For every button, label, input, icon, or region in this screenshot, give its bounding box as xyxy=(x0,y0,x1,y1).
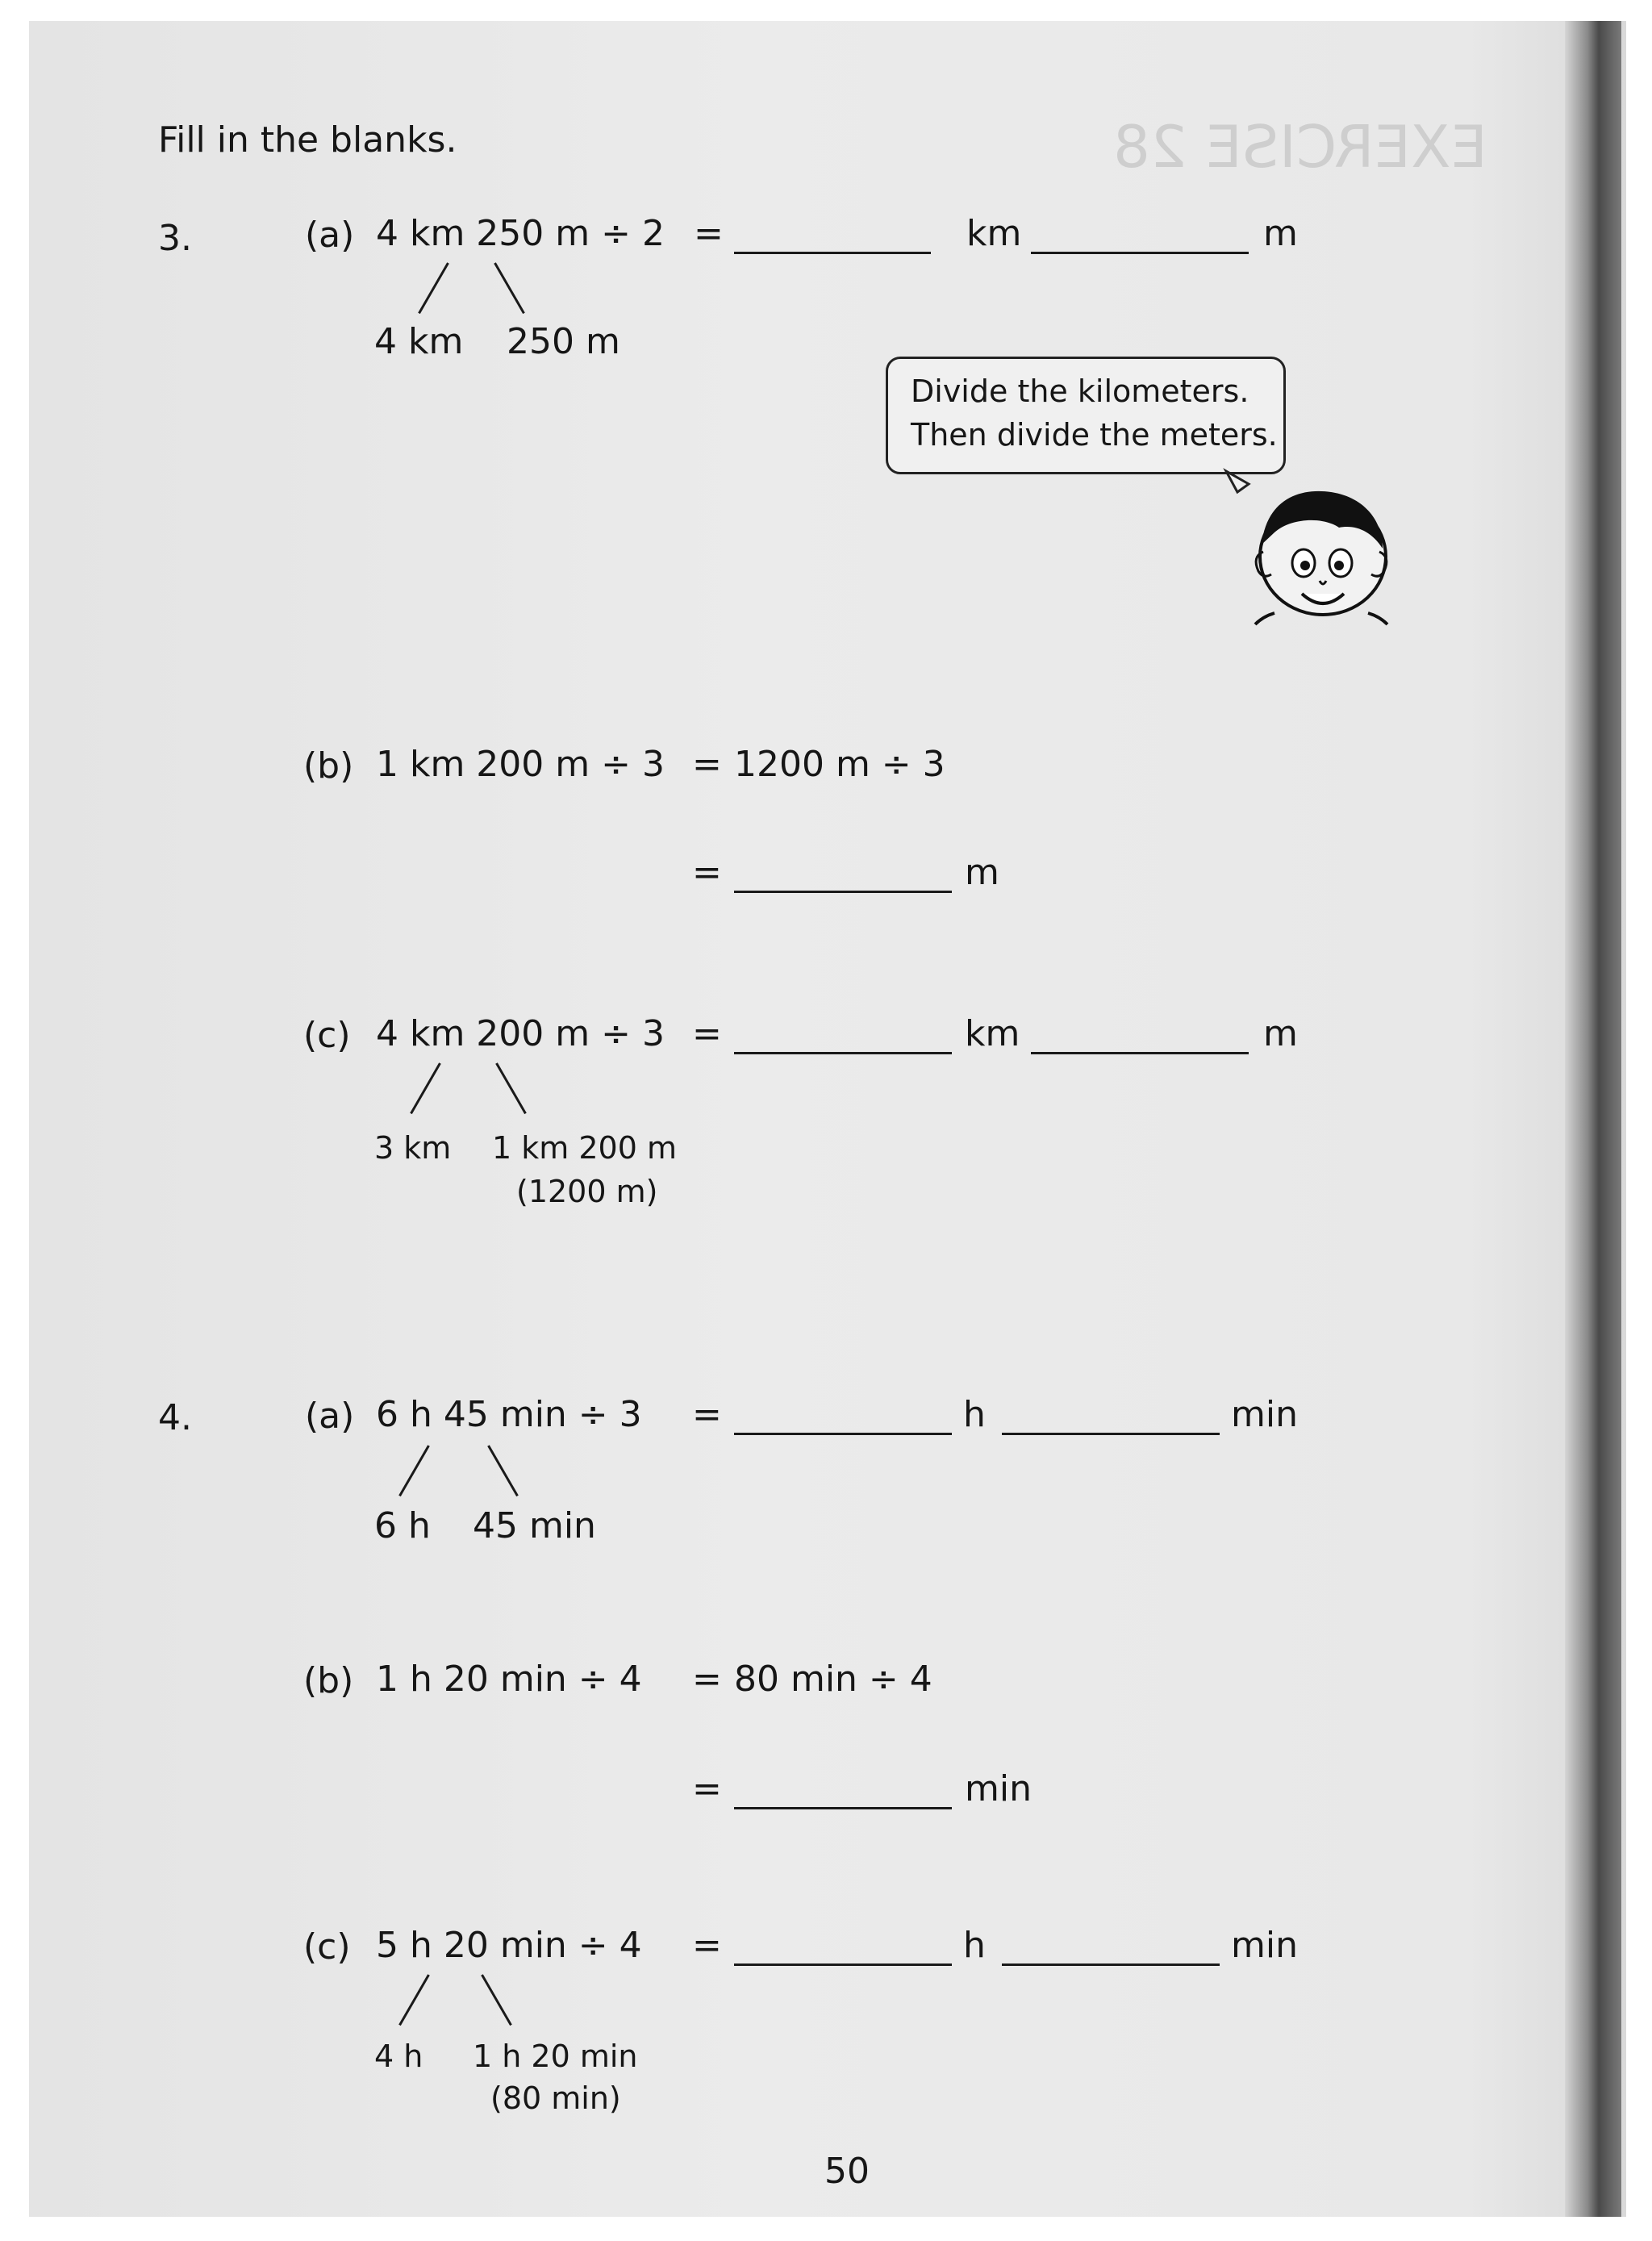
boy-face-icon xyxy=(1210,468,1404,629)
q4c-min-answer-blank[interactable] xyxy=(1002,1963,1220,1966)
question-number-4: 4. xyxy=(158,1397,192,1438)
hint-line-2: Then divide the meters. xyxy=(911,417,1278,453)
book-spine xyxy=(1565,21,1621,2217)
q3c-split-right-note: (1200 m) xyxy=(516,1174,658,1209)
q3b-m-answer-blank[interactable] xyxy=(734,891,952,893)
q3a-unit-km: km xyxy=(966,213,1022,254)
q3b-equals: = xyxy=(692,744,722,785)
q3b-unit-m: m xyxy=(965,852,999,893)
q4a-expression: 6 h 45 min ÷ 3 xyxy=(376,1394,642,1435)
q4a-unit-h: h xyxy=(963,1394,986,1435)
q3b-rewrite: 1200 m ÷ 3 xyxy=(734,744,945,785)
q4b-expression: 1 h 20 min ÷ 4 xyxy=(376,1659,642,1700)
q4c-split-left: 4 h xyxy=(374,2039,423,2074)
q4b-equals: = xyxy=(692,1659,722,1700)
q3a-equals: = xyxy=(694,213,724,254)
q4a-unit-min: min xyxy=(1231,1394,1298,1435)
q4a-h-answer-blank[interactable] xyxy=(734,1433,952,1435)
q4a-min-answer-blank[interactable] xyxy=(1002,1433,1220,1435)
q4c-h-answer-blank[interactable] xyxy=(734,1963,952,1966)
q4a-split-right: 45 min xyxy=(473,1505,596,1546)
q3c-split-right: 1 km 200 m xyxy=(492,1130,677,1166)
q4a-equals: = xyxy=(692,1394,722,1435)
q3a-m-answer-blank[interactable] xyxy=(1031,252,1249,254)
q4b-label: (b) xyxy=(303,1660,354,1701)
q3b-expression: 1 km 200 m ÷ 3 xyxy=(376,744,665,785)
q4c-unit-h: h xyxy=(963,1925,986,1966)
hint-speech-bubble xyxy=(886,357,1286,474)
q3a-expression: 4 km 250 m ÷ 2 xyxy=(376,213,665,254)
q4b-equals-2: = xyxy=(692,1768,722,1809)
hint-line-1: Divide the kilometers. xyxy=(911,374,1249,409)
q3c-split-left: 3 km xyxy=(374,1130,452,1166)
q4c-split-right-note: (80 min) xyxy=(490,2080,621,2116)
q3c-unit-km: km xyxy=(965,1013,1020,1054)
show-through-heading: EXERCISE 28 xyxy=(1113,113,1487,181)
q3c-expression: 4 km 200 m ÷ 3 xyxy=(376,1013,665,1054)
q3a-label: (a) xyxy=(305,215,355,256)
q3c-m-answer-blank[interactable] xyxy=(1031,1052,1249,1054)
q3c-equals: = xyxy=(692,1013,722,1054)
q3a-unit-m: m xyxy=(1263,213,1298,254)
q4c-equals: = xyxy=(692,1925,722,1966)
q4c-split-right: 1 h 20 min xyxy=(473,2039,638,2074)
page-number: 50 xyxy=(824,2151,870,2192)
q3a-split-right: 250 m xyxy=(507,321,620,362)
q3a-split-left: 4 km xyxy=(374,321,464,362)
q3b-equals-2: = xyxy=(692,852,722,893)
q3c-label: (c) xyxy=(303,1015,351,1056)
q4a-split-left: 6 h xyxy=(374,1505,431,1546)
question-number-3: 3. xyxy=(158,218,192,259)
q4b-unit-min: min xyxy=(965,1768,1032,1809)
q3c-unit-m: m xyxy=(1263,1013,1298,1054)
q4b-rewrite: 80 min ÷ 4 xyxy=(734,1659,932,1700)
q4a-label: (a) xyxy=(305,1396,355,1437)
q4b-min-answer-blank[interactable] xyxy=(734,1807,952,1809)
q3a-km-answer-blank[interactable] xyxy=(734,252,931,254)
q4c-expression: 5 h 20 min ÷ 4 xyxy=(376,1925,642,1966)
q4c-unit-min: min xyxy=(1231,1925,1298,1966)
q4c-label: (c) xyxy=(303,1926,351,1968)
instruction: Fill in the blanks. xyxy=(158,119,457,161)
q3b-label: (b) xyxy=(303,745,354,787)
q3c-km-answer-blank[interactable] xyxy=(734,1052,952,1054)
workbook-page xyxy=(29,21,1626,2217)
